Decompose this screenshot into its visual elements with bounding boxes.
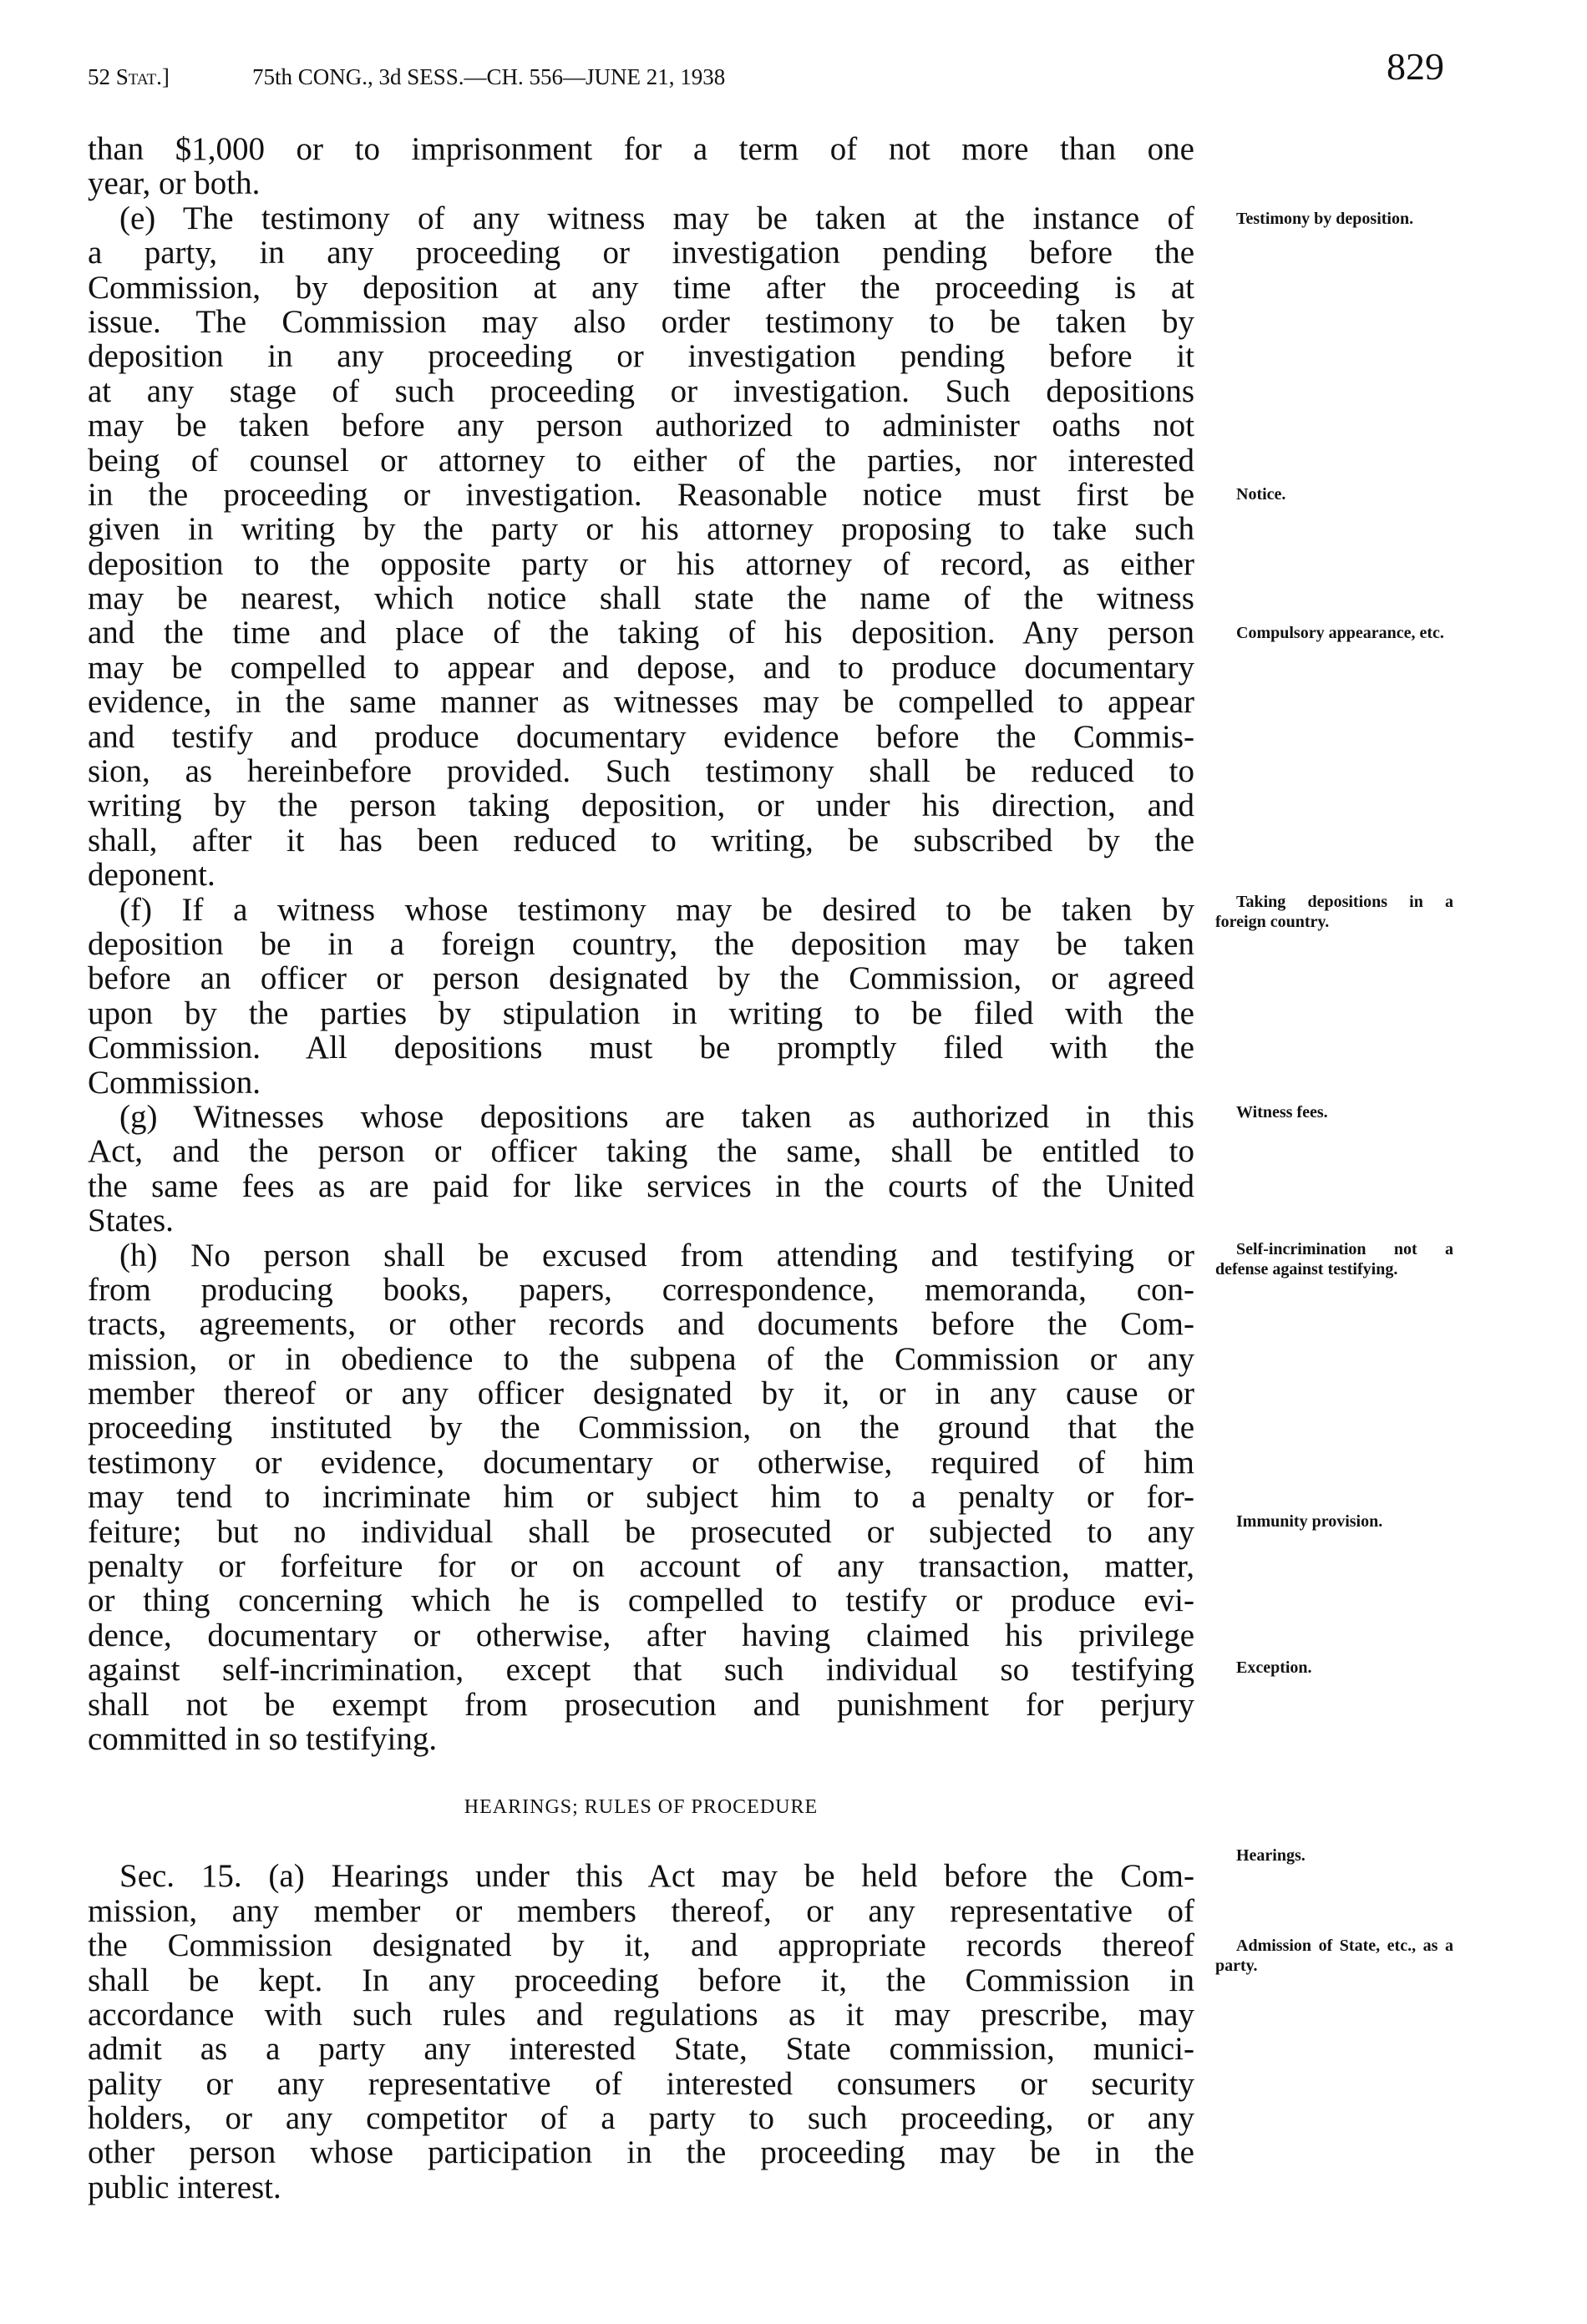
text-line: States. xyxy=(88,1203,174,1239)
margin-note: Hearings. xyxy=(1236,1846,1306,1865)
text-line: (e) The testimony of any witness may be taken at the instance of xyxy=(119,200,1194,236)
running-head-title: 75th CONG., 3d SESS.—CH. 556—JUNE 21, 1938 xyxy=(252,64,726,89)
text-line: deposition be in a foreign country, the deposition may be taken xyxy=(88,925,1194,962)
text-line: being of counsel or attorney to either of the parties, nor interested xyxy=(88,442,1194,478)
text-line: deposition to the opposite party or his attorney of record, as either xyxy=(88,545,1194,582)
text-line: Act, and the person or officer taking the same, shall be entitled to xyxy=(88,1133,1194,1170)
text-line: proceeding instituted by the Commission, on the ground that the xyxy=(88,1410,1194,1446)
text-line: pality or any representative of interested consumers or security xyxy=(88,2065,1194,2102)
text-line: (g) Witnesses whose depositions are taken as authorized in this xyxy=(119,1098,1194,1135)
text-line: given in writing by the party or his attorney proposing to take such xyxy=(88,511,1194,548)
text-line: testimony or evidence, documentary or otherwise, required of him xyxy=(88,1444,1194,1481)
text-line: penalty or forfeiture for or on account of any transaction, matter, xyxy=(88,1548,1194,1585)
text-line: shall be kept. In any proceeding before it, the Commission in xyxy=(88,1962,1194,1998)
text-line: against self-incrimination, except that such individual so testifying xyxy=(88,1652,1194,1689)
text-line: public interest. xyxy=(88,2169,281,2205)
text-line: (f) If a witness whose testimony may be desired to be taken by xyxy=(119,891,1194,928)
text-line: Sec. 15. (a) Hearings under this Act may be held before the Com- xyxy=(119,1858,1194,1895)
text-line: may be compelled to appear and depose, and to produce documentary xyxy=(88,649,1194,686)
text-line: tracts, agreements, or other records and documents before the Com- xyxy=(88,1306,1194,1343)
margin-note: Witness fees. xyxy=(1236,1103,1328,1121)
margin-note: Taking depositions in a foreign country. xyxy=(1215,893,1453,931)
text-line: admit as a party any interested State, State commission, munici- xyxy=(88,2031,1194,2068)
text-line: other person whose participation in the proceeding may be in the xyxy=(88,2134,1194,2171)
text-line: mission, or in obedience to the subpena of the Commission or any xyxy=(88,1340,1194,1377)
text-line: Commission. All depositions must be promptly filed with the xyxy=(88,1030,1194,1066)
text-line: at any stage of such proceeding or investigation. Such depositions xyxy=(88,372,1194,409)
text-line: feiture; but no individual shall be prosecuted or subjected to any xyxy=(88,1513,1194,1550)
text-line: evidence, in the same manner as witnesses may be compelled to appear xyxy=(88,684,1194,721)
text-line: sion, as hereinbefore provided. Such testimony shall be reduced to xyxy=(88,753,1194,790)
text-line: year, or both. xyxy=(88,165,261,202)
text-line: may be nearest, which notice shall state the name of the witness xyxy=(88,580,1194,617)
text-line: dence, documentary or otherwise, after having claimed his privilege xyxy=(88,1617,1194,1653)
margin-note: Compulsory appearance, etc. xyxy=(1236,624,1444,642)
margin-note: Testimony by deposition. xyxy=(1236,210,1414,228)
text-line: or thing concerning which he is compelled to testify or produce evi- xyxy=(88,1582,1194,1619)
text-line: writing by the person taking deposition, or under his direction, and xyxy=(88,787,1194,824)
text-line: mission, any member or members thereof, or any representative of xyxy=(88,1892,1194,1929)
text-line: before an officer or person designated by the Commission, or agreed xyxy=(88,960,1194,997)
statute-body xyxy=(88,132,1194,2205)
text-line: committed in so testifying. xyxy=(88,1720,438,1757)
section-heading: HEARINGS; RULES OF PROCEDURE xyxy=(464,1796,819,1819)
margin-note: Self-incrimination not a defense against testifying. xyxy=(1215,1240,1453,1278)
margin-note: Notice. xyxy=(1236,485,1286,504)
text-line: deponent. xyxy=(88,857,215,894)
margin-note: Exception. xyxy=(1236,1658,1312,1677)
margin-note: Immunity provision. xyxy=(1236,1512,1383,1531)
text-line: accordance with such rules and regulations as it may prescribe, may xyxy=(88,1996,1194,2033)
text-line: deposition in any proceeding or investigation pending before it xyxy=(88,338,1194,375)
text-line: issue. The Commission may also order testimony to be taken by xyxy=(88,303,1194,340)
text-line: Commission, by deposition at any time after the proceeding is at xyxy=(88,269,1194,306)
text-line: shall not be exempt from prosecution and punishment for perjury xyxy=(88,1686,1194,1723)
text-line: (h) No person shall be excused from attending and testifying or xyxy=(119,1237,1194,1273)
text-line: from producing books, papers, correspondence, memoranda, con- xyxy=(88,1271,1194,1308)
text-line: a party, in any proceeding or investigation pending before the xyxy=(88,235,1194,271)
text-line: and the time and place of the taking of his deposition. Any person xyxy=(88,615,1194,651)
text-line: shall, after it has been reduced to writing, be subscribed by the xyxy=(88,822,1194,858)
text-line: holders, or any competitor of a party to such proceeding, or any xyxy=(88,2100,1194,2137)
text-line: Commission. xyxy=(88,1064,261,1101)
text-line: the Commission designated by it, and appropriate records thereof xyxy=(88,1927,1194,1964)
text-line: in the proceeding or investigation. Reasonable notice must first be xyxy=(88,476,1194,513)
page-number: 829 xyxy=(1387,45,1444,88)
text-line: upon by the parties by stipulation in writing to be filed with the xyxy=(88,995,1194,1031)
text-line: may tend to incriminate him or subject him to a penalty or for- xyxy=(88,1479,1194,1516)
running-head-volume: 52 Stat.] xyxy=(88,64,170,89)
text-line: may be taken before any person authorized to administer oaths not xyxy=(88,408,1194,444)
text-line: than $1,000 or to imprisonment for a term of not more than one xyxy=(88,131,1194,167)
text-line: member thereof or any officer designated by it, or in any cause or xyxy=(88,1375,1194,1412)
text-line: and testify and produce documentary evidence before the Commis- xyxy=(88,718,1194,755)
margin-note: Admission of State, etc., as a party. xyxy=(1215,1937,1453,1975)
text-line: the same fees as are paid for like services in the courts of the United xyxy=(88,1167,1194,1204)
